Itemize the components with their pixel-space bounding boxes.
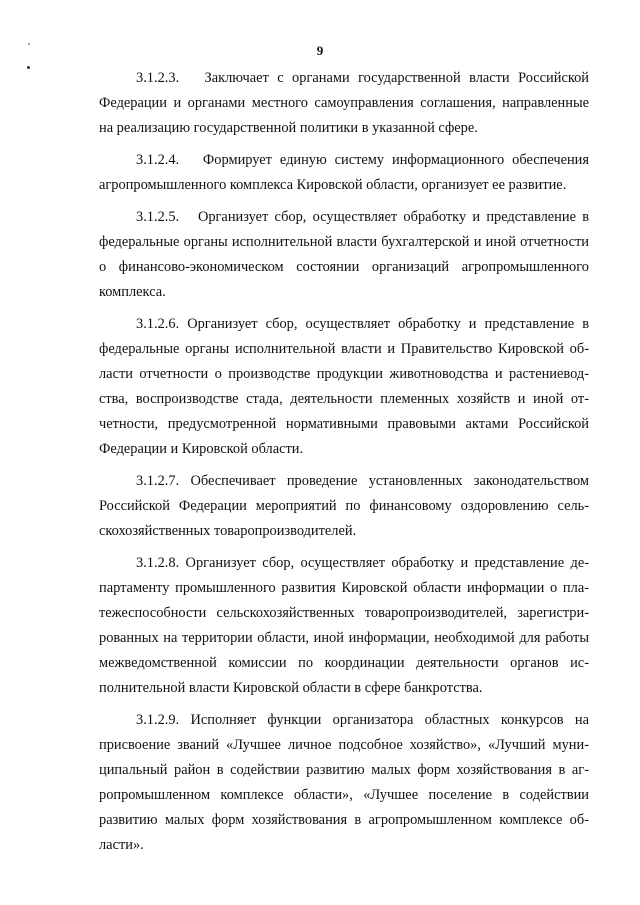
paragraph-text: Организует сбор, осуществляет обработку и представление в федеральные органы исполнительной власти и Правительство Кировской области отчетности о производстве продукции животноводства и растениеводства, воспроизводстве стада, деятельности племенных хозяйств и иной отчетности, предусмотренной нормативными правовыми актами Российской Федерации и Кировской области. xyxy=(99,316,589,457)
paragraph-3-1-2-3 xyxy=(99,66,589,141)
scan-artifact-dot xyxy=(27,66,30,69)
paragraph-text: Формирует единую систему информационного обеспечения агропромышленного комплекса Кировской области, организует ее развитие. xyxy=(99,152,589,193)
paragraph-3-1-2-8 xyxy=(99,551,589,701)
paragraph-3-1-2-6 xyxy=(99,312,589,462)
paragraph-number: 3.1.2.8. xyxy=(136,555,180,571)
paragraph-number: 3.1.2.7. xyxy=(136,473,180,489)
paragraph-text: Исполняет функции организатора областных конкурсов на присвоение званий «Лучшее личное подсобное хозяйство», «Лучший муниципальный район в содействии развитию малых форм хозяйствования в агропромышленном комплексе области», «Лучшее поселение в содействии развитию малых форм хозяйствования в агропромышленном комплексе области». xyxy=(99,712,589,853)
paragraph-number: 3.1.2.9. xyxy=(136,712,180,728)
paragraph-number: 3.1.2.3. xyxy=(136,70,180,86)
paragraph-3-1-2-7 xyxy=(99,469,589,544)
paragraph-3-1-2-4 xyxy=(99,148,589,198)
paragraph-3-1-2-5 xyxy=(99,205,589,305)
paragraph-text: Организует сбор, осуществляет обработку и представление департаменту промышленного развития Кировской области информации о платежеспособности сельскохозяйственных товаропроизводителей, зарегистрированных на территории области, иной информации, необходимой для работы межведомственной комиссии по координации деятельности органов исполнительной власти Кировской области в сфере банкротства. xyxy=(99,555,589,696)
paragraph-text: Организует сбор, осуществляет обработку и представление в федеральные органы исполнительной власти бухгалтерской и иной отчетности о финансово-экономическом состоянии организаций агропромышленного комплекса. xyxy=(99,209,590,300)
paragraph-3-1-2-9 xyxy=(99,708,589,858)
paragraph-number: 3.1.2.4. xyxy=(136,152,180,168)
document-body xyxy=(99,66,589,865)
page-number: 9 xyxy=(316,43,324,58)
paragraph-number: 3.1.2.5. xyxy=(136,209,180,225)
paragraph-text: Заключает с органами государственной власти Российской Федерации и органами местного самоуправления соглашения, направленные на реализацию государственной политики в указанной сфере. xyxy=(99,70,590,136)
paragraph-text: Обеспечивает проведение установленных законодательством Российской Федерации мероприятий по финансовому оздоровлению сельскохозяйственных товаропроизводителей. xyxy=(99,473,589,539)
paragraph-number: 3.1.2.6. xyxy=(136,316,180,332)
